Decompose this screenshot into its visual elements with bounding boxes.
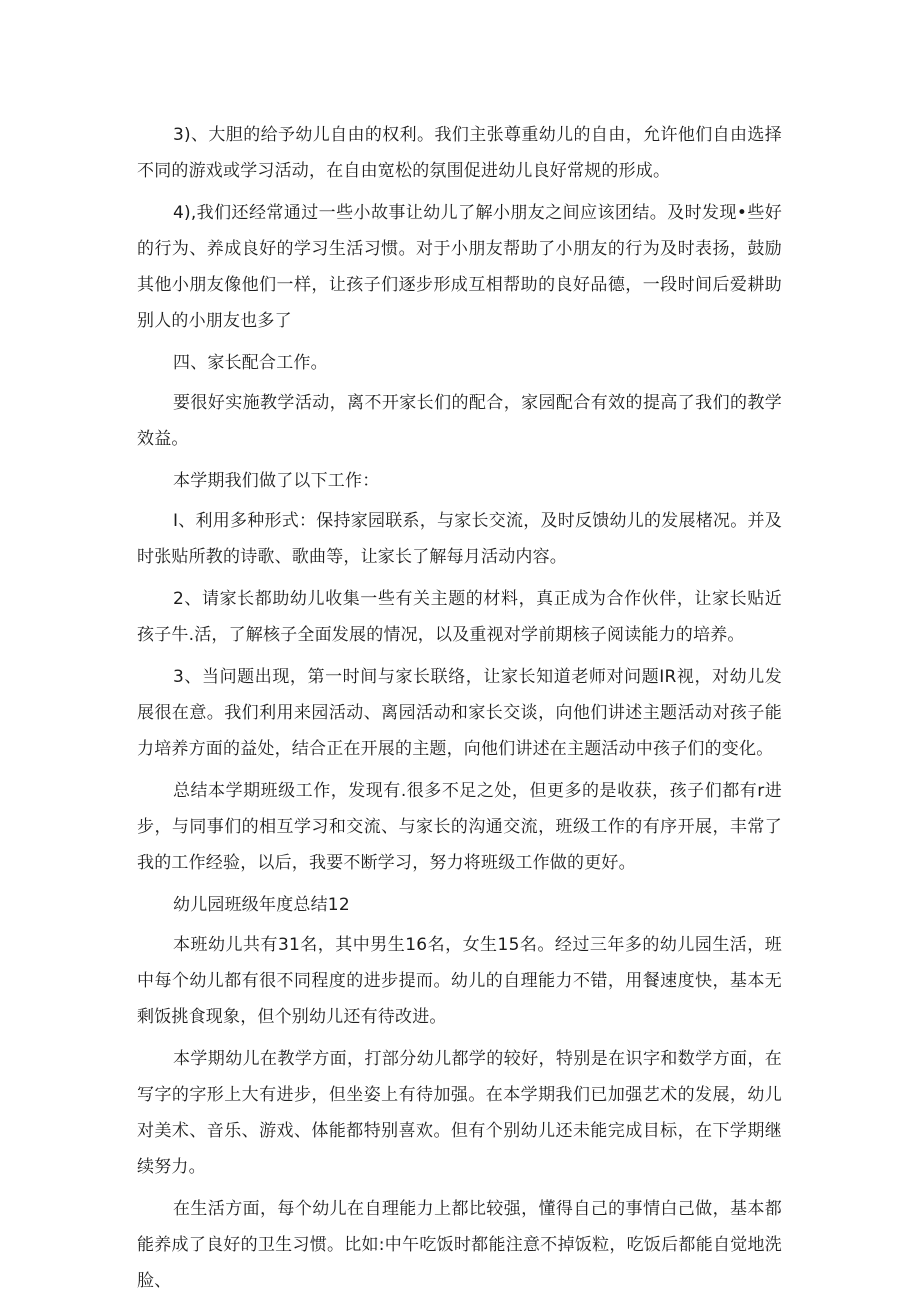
paragraph-living-aspect: 在生活方面，每个幼儿在自理能力上都比较强，懂得自己的事情白己做，基本都能养成了良好的卫生习惯。比如:中午吃饭时都能注意不掉饭粒，吃饭后都能自觉地洗脸、 bbox=[137, 1199, 782, 1291]
paragraph-work-done-lead: 本学期我们做了以下工作： bbox=[173, 471, 380, 491]
paragraph-work-item-1: I、利用多种形式：保持家园联系，与家长交流，及时反馈幼儿的发展楮况。并及时张贴所教的诗歌、歌曲等，让家长了解每月活动内容。 bbox=[137, 511, 782, 567]
paragraph-work-item-2: 2、请家长都助幼儿收集一些有关主题的材料，真正成为合作伙伴，让家长贴近孩子牛.活，了解核子全面发展的情况，以及重视对学前期核子阅读能力的培养。 bbox=[137, 589, 782, 645]
document-body bbox=[137, 117, 782, 1305]
section-heading-parent-cooperation: 四、家长配合工作。 bbox=[173, 353, 328, 373]
paragraph-parent-cooperation-intro: 要很好实施教学活动，离不开家长们的配合，家园配合有效的提高了我们的教学效益。 bbox=[137, 393, 782, 449]
paragraph-teaching-aspect: 本学期幼儿在教学方面，打部分幼儿都学的较好，特别是在识字和数学方面，在写字的字形上大有进步，但坐姿上有待加强。在本学期我们已加强艺术的发展，幼儿对美术、音乐、游戏、体能都特别喜欢。但有个别幼儿还未能完成目标，在下学期继续努力。 bbox=[137, 1049, 782, 1177]
paragraph-semester-summary: 总结本学期班级工作，发现有.很多不足之处，但更多的是收获，孩子们都有r进步，与同事们的相互学习和交流、与家长的沟通交流，班级工作的有序开展，丰常了我的工作经验，以后，我要不断学习，努力将班级工作做的更好。 bbox=[137, 781, 782, 873]
paragraph-class-overview: 本班幼儿共有31名，其中男生16名，女生15名。经过三年多的幼儿园生活，班中每个幼儿都有很不同程度的进步提而。幼儿的自理能力不错，用餐速度快，基本无剩饭挑食现象，但个别幼儿还有待改进。 bbox=[137, 935, 782, 1027]
paragraph-item-3: 3)、大胆的给予幼儿自由的权利。我们主张尊重幼儿的自由，允许他们自由选择不同的游戏或学习活动，在自由宽松的氛围促进幼儿良好常规的形成。 bbox=[137, 125, 782, 181]
paragraph-item-4: 4),我们还经常通过一些小故事让幼儿了解小朋友之间应该团结。及时发现•些好的行为、养成良好的学习生活习惯。对于小朋友帮助了小朋友的行为及时表扬，鼓励其他小朋友像他们一样，让孩子们逐步形成互相帮助的良好品德，一段时间后爱耕助别人的小朋友也多了 bbox=[137, 203, 782, 331]
section-title-annual-summary-12: 幼儿园班级年度总结12 bbox=[173, 895, 350, 915]
paragraph-work-item-3: 3、当问题出现，第一时间与家长联络，让家长知道老师对问题IR视，对幼儿发展很在意。我们利用来园活动、离园活动和家长交谈，向他们讲述主题活动对孩子能力培养方面的益处，结合正在开展的主题，向他们讲述在主题活动中孩子们的变化。 bbox=[137, 667, 782, 759]
